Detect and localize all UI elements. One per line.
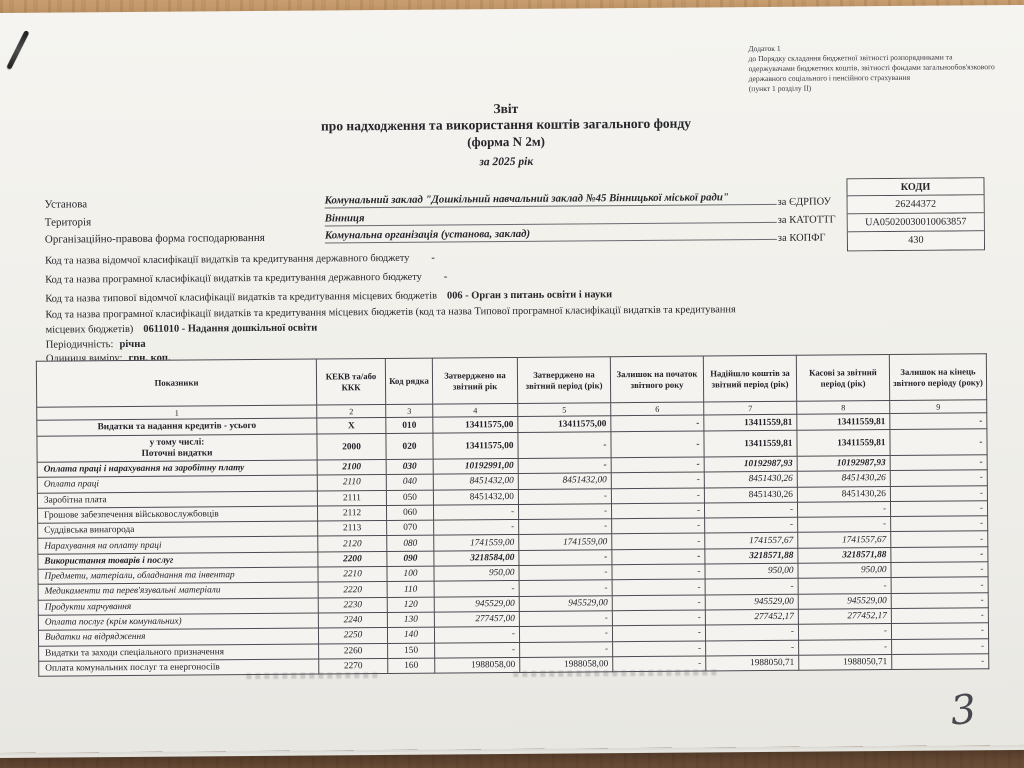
- header-approved-year: Затверджено на звітний рік: [432, 357, 517, 404]
- handwritten-page-number: 3: [948, 686, 979, 735]
- report-table: [36, 353, 989, 677]
- cell-approved-year: -: [435, 642, 520, 658]
- cell-balance-start: -: [611, 457, 704, 473]
- institution-label: Установа: [44, 198, 88, 211]
- cell-indicator: Видатки та заходи спеціального призначення: [39, 644, 319, 661]
- kopfg-value: 430: [848, 231, 984, 250]
- document-page: [0, 5, 1024, 753]
- cell-balance-start: -: [612, 564, 705, 580]
- cell-received-funds: -: [706, 640, 799, 656]
- cell-cash: 945529,00: [798, 593, 891, 609]
- report-title: [186, 99, 827, 171]
- cell-approved-year: -: [434, 520, 519, 536]
- cell-row-code: 090: [387, 551, 434, 567]
- cell-indicator: у тому числі: Поточні видатки: [37, 434, 317, 462]
- classification-value: 0611010 - Надання дошкільної освіти: [143, 322, 318, 335]
- cell-balance-end: -: [890, 413, 987, 430]
- cell-row-code: 140: [387, 627, 434, 643]
- edrpou-label: за ЄДРПОУ: [777, 196, 832, 208]
- cell-row-code: 020: [386, 433, 433, 459]
- cell-approved-period: 1741559,00: [519, 534, 612, 550]
- cell-cash: 950,00: [798, 563, 891, 579]
- cell-cash: 277452,17: [798, 608, 891, 624]
- cell-approved-year: 3218584,00: [434, 550, 519, 566]
- cell-approved-year: 8451432,00: [433, 489, 518, 505]
- cell-approved-year: 945529,00: [434, 596, 519, 612]
- cell-cash: 8451430,26: [797, 486, 890, 502]
- header-balance-start: Залишок на початок звітного року: [610, 356, 703, 403]
- cell-approved-period: -: [519, 519, 612, 535]
- cell-indicator: Оплата праці: [37, 475, 317, 492]
- cell-balance-start: -: [613, 656, 706, 672]
- cell-received-funds: 1988050,71: [706, 655, 799, 671]
- cell-approved-period: -: [519, 580, 612, 596]
- cell-approved-year: 950,00: [434, 566, 519, 582]
- katottg-value: UA05020030010063857: [848, 213, 984, 232]
- annex-line2: до Порядку складання бюджетної звітності розпорядниками та одержувачами бюджетних коштів, звітності фондами загальнообов'язкового державного соціального і пенсійного страхування: [748, 52, 995, 84]
- cell-approved-year: 277457,00: [434, 611, 519, 627]
- cell-approved-period: 13411575,00: [518, 416, 611, 433]
- cell-approved-period: 1988058,00: [520, 657, 613, 673]
- header-row: [36, 354, 986, 407]
- column-number: 1: [37, 405, 317, 420]
- cell-kekv: 2210: [318, 567, 387, 583]
- cell-balance-end: -: [892, 654, 989, 670]
- cell-approved-period: -: [518, 432, 611, 459]
- cell-approved-year: -: [434, 581, 519, 597]
- cell-balance-end: -: [890, 470, 987, 486]
- cell-balance-end: -: [891, 577, 988, 593]
- cell-approved-year: 1988058,00: [435, 657, 520, 673]
- kopfg-label: за КОПФГ: [777, 232, 826, 244]
- codes-box: [846, 177, 985, 251]
- cell-approved-period: -: [519, 626, 612, 642]
- cell-row-code: 010: [386, 417, 433, 433]
- cell-kekv: 2220: [318, 582, 387, 598]
- cell-balance-start: -: [611, 431, 704, 458]
- classification-text: Код та назва типової відомчої класифікації видатків та кредитування місцевих бюджетів: [45, 290, 438, 305]
- cell-approved-period: -: [520, 641, 613, 657]
- staple-mark: [6, 30, 29, 70]
- cell-indicator: Грошове забезпечення військовослужбовців: [37, 506, 317, 523]
- cell-row-code: 040: [386, 474, 433, 490]
- codes-header: КОДИ: [847, 178, 983, 196]
- cell-balance-start: -: [611, 503, 704, 519]
- cell-approved-year: 8451432,00: [433, 474, 518, 490]
- cell-indicator: Предмети, матеріали, обладнання та інвентар: [38, 567, 318, 584]
- cell-balance-end: -: [890, 455, 987, 471]
- classification-value: -: [443, 271, 448, 283]
- cell-cash: 3218571,88: [798, 547, 891, 563]
- periodicity-line: [46, 339, 146, 351]
- faint-print-artifact: [513, 669, 718, 677]
- unit-value: грн. коп.: [128, 352, 171, 365]
- cell-balance-end: -: [891, 547, 988, 563]
- legal-form-label: Організаційно-правова форма господарювання: [44, 231, 265, 246]
- header-cash: Касові за звітний період (рік): [796, 355, 889, 402]
- cell-cash: -: [797, 501, 890, 517]
- annex-reference-block: [748, 42, 1000, 94]
- classification-line-4: [45, 303, 750, 338]
- cell-balance-start: -: [612, 595, 705, 611]
- classification-text: Код та назва програмної класифікації видатків та кредитування державного бюджету: [45, 271, 422, 286]
- cell-balance-start: -: [611, 488, 704, 504]
- cell-approved-year: 1741559,00: [434, 535, 519, 551]
- unit-label: Одиниця виміру:: [45, 353, 123, 365]
- cell-balance-end: -: [891, 531, 988, 547]
- cell-balance-end: -: [891, 592, 988, 608]
- legal-form-value: Комунальна організація (установа, заклад): [325, 226, 777, 244]
- header-row-code: Код рядка: [385, 358, 432, 404]
- cell-approved-period: -: [518, 488, 611, 504]
- cell-row-code: 160: [388, 658, 435, 674]
- territory-label: Територія: [44, 216, 92, 229]
- cell-indicator: Оплата праці і нарахування на заробітну плату: [37, 460, 317, 477]
- institution-value: Комунальний заклад "Дошкільний навчальний заклад №45 Вінницької міської ради": [325, 191, 777, 209]
- classification-value: -: [431, 252, 435, 264]
- cell-balance-end: -: [890, 429, 987, 456]
- cell-received-funds: -: [705, 625, 798, 641]
- cell-indicator: Продукти харчування: [38, 598, 318, 615]
- title-line1: Звіт: [493, 100, 519, 117]
- periodicity-label: Періодичність:: [45, 339, 114, 351]
- cell-approved-period: -: [518, 504, 611, 520]
- cell-kekv: 2240: [318, 612, 387, 628]
- cell-kekv: X: [317, 417, 386, 434]
- cell-balance-end: -: [891, 623, 988, 639]
- cell-indicator: Заробітна плата: [37, 491, 317, 508]
- cell-indicator: Видатки та надання кредитів - усього: [37, 418, 317, 436]
- cell-received-funds: -: [704, 502, 797, 518]
- cell-approved-year: 13411575,00: [433, 432, 518, 459]
- cell-received-funds: 8451430,26: [704, 472, 797, 488]
- cell-cash: 1988050,71: [799, 654, 892, 670]
- cell-row-code: 130: [387, 612, 434, 628]
- cell-row-code: 030: [386, 459, 433, 475]
- cell-kekv: 2230: [318, 597, 387, 613]
- column-number: 6: [611, 402, 704, 416]
- title-line2: про надходження та використання коштів загального фонду: [320, 115, 692, 134]
- cell-received-funds: 13411559,81: [704, 430, 797, 457]
- cell-kekv: 2270: [319, 658, 388, 674]
- cell-kekv: 2200: [318, 551, 387, 567]
- cell-row-code: 100: [387, 566, 434, 582]
- header-kekv: КЕКВ та/або ККК: [316, 358, 385, 405]
- column-number: 3: [386, 404, 433, 417]
- cell-kekv: 2110: [317, 475, 386, 491]
- cell-kekv: 2000: [317, 433, 386, 460]
- cell-row-code: 060: [386, 505, 433, 521]
- report-table-body: [37, 413, 989, 677]
- cell-balance-end: -: [891, 608, 988, 624]
- cell-balance-end: -: [890, 501, 987, 517]
- classification-text: Код та назва відомчої класифікації видатків та кредитування державного бюджету: [45, 252, 410, 267]
- annex-line1: Додаток 1: [748, 43, 781, 54]
- classification-value: 006 - Орган з питань освіти і науки: [446, 289, 613, 302]
- cell-row-code: 150: [388, 643, 435, 659]
- cell-approved-period: -: [518, 458, 611, 474]
- cell-balance-start: -: [612, 579, 705, 595]
- cell-kekv: 2113: [318, 521, 387, 537]
- cell-cash: 10192987,93: [797, 456, 890, 472]
- cell-indicator: Оплата комунальних послуг та енергоносіїв: [39, 659, 319, 676]
- column-number: 4: [433, 403, 518, 417]
- cell-kekv: 2100: [317, 459, 386, 475]
- cell-balance-start: -: [612, 533, 705, 549]
- cell-balance-end: -: [891, 562, 988, 578]
- cell-balance-end: -: [892, 638, 989, 654]
- cell-received-funds: 10192987,93: [704, 456, 797, 472]
- title-form-number: (форма N 2м): [467, 133, 546, 150]
- cell-received-funds: 13411559,81: [704, 414, 797, 431]
- cell-received-funds: 8451430,26: [704, 487, 797, 503]
- cell-kekv: 2120: [318, 536, 387, 552]
- cell-kekv: 2250: [318, 628, 387, 644]
- cell-received-funds: 945529,00: [705, 594, 798, 610]
- cell-received-funds: -: [705, 579, 798, 595]
- cell-approved-period: -: [519, 565, 612, 581]
- cell-indicator: Медикаменти та перев'язувальні матеріали: [38, 582, 318, 599]
- cell-indicator: Видатки на відрядження: [38, 628, 318, 645]
- column-number: 5: [518, 403, 611, 417]
- annex-line3: (пункт 1 розділу ІІ): [748, 83, 812, 94]
- cell-received-funds: -: [705, 517, 798, 533]
- cell-balance-start: -: [613, 641, 706, 657]
- cell-balance-end: -: [891, 516, 988, 532]
- cell-indicator: Оплата послуг (крім комунальних): [38, 613, 318, 630]
- cell-row-code: 070: [387, 520, 434, 536]
- cell-cash: -: [798, 517, 891, 533]
- cell-balance-start: -: [612, 610, 705, 626]
- column-number: 2: [317, 404, 386, 418]
- cell-approved-period: 945529,00: [519, 595, 612, 611]
- edrpou-value: 26244372: [848, 195, 984, 214]
- cell-cash: -: [798, 624, 891, 640]
- territory-value: Вінниця: [325, 209, 777, 227]
- cell-approved-period: 8451432,00: [518, 473, 611, 489]
- cell-kekv: 2112: [317, 505, 386, 521]
- classification-text: Код та назва програмної класифікації видатків та кредитування місцевих бюджетів (код та назва Типової програмної класифікації видатків та кредитування місцевих бюджетів): [45, 304, 736, 336]
- cell-received-funds: 3218571,88: [705, 548, 798, 564]
- cell-row-code: 120: [387, 597, 434, 613]
- cell-approved-year: -: [433, 504, 518, 520]
- periodicity-value: річна: [119, 338, 146, 351]
- cell-kekv: 2260: [319, 643, 388, 659]
- katottg-label: за КАТОТТГ: [777, 214, 836, 226]
- cell-balance-start: -: [612, 625, 705, 641]
- header-received-funds: Надійшло коштів за звітний період (рік): [703, 355, 796, 402]
- classification-line-1: [45, 249, 750, 269]
- cell-indicator: Нарахування на оплату праці: [38, 537, 318, 554]
- cell-approved-year: -: [434, 627, 519, 643]
- cell-cash: -: [799, 639, 892, 655]
- faint-print-artifact: [246, 672, 378, 679]
- cell-received-funds: 950,00: [705, 563, 798, 579]
- column-number: 8: [797, 401, 890, 415]
- cell-approved-year: 10192991,00: [433, 458, 518, 474]
- cell-balance-start: -: [611, 472, 704, 488]
- cell-received-funds: 277452,17: [705, 609, 798, 625]
- cell-balance-end: -: [890, 485, 987, 501]
- cell-cash: -: [798, 578, 891, 594]
- cell-cash: 13411559,81: [797, 430, 890, 457]
- header-approved-period: Затверджено на звітний період (рік): [517, 357, 610, 404]
- cell-row-code: 050: [386, 490, 433, 506]
- column-number: 9: [890, 400, 987, 414]
- header-indicators: Показники: [36, 359, 316, 407]
- cell-kekv: 2111: [317, 490, 386, 506]
- cell-approved-period: -: [519, 611, 612, 627]
- title-period: за 2025 рік: [479, 155, 534, 169]
- column-number: 7: [704, 401, 797, 415]
- cell-received-funds: 1741557,67: [705, 533, 798, 549]
- cell-balance-start: -: [611, 415, 704, 432]
- cell-cash: 1741557,67: [798, 532, 891, 548]
- header-balance-end: Залишок на кінець звітного періоду (року): [889, 354, 986, 401]
- cell-approved-period: -: [519, 550, 612, 566]
- cell-approved-year: 13411575,00: [433, 416, 518, 433]
- cell-row-code: 080: [387, 536, 434, 552]
- cell-indicator: Використання товарів і послуг: [38, 552, 318, 569]
- cell-cash: 8451430,26: [797, 471, 890, 487]
- cell-balance-start: -: [612, 549, 705, 565]
- cell-row-code: 110: [387, 581, 434, 597]
- cell-cash: 13411559,81: [797, 414, 890, 431]
- cell-balance-start: -: [612, 518, 705, 534]
- report-table-head: [36, 354, 986, 420]
- classification-line-2: [45, 268, 750, 288]
- cell-indicator: Суддівська винагорода: [38, 521, 318, 538]
